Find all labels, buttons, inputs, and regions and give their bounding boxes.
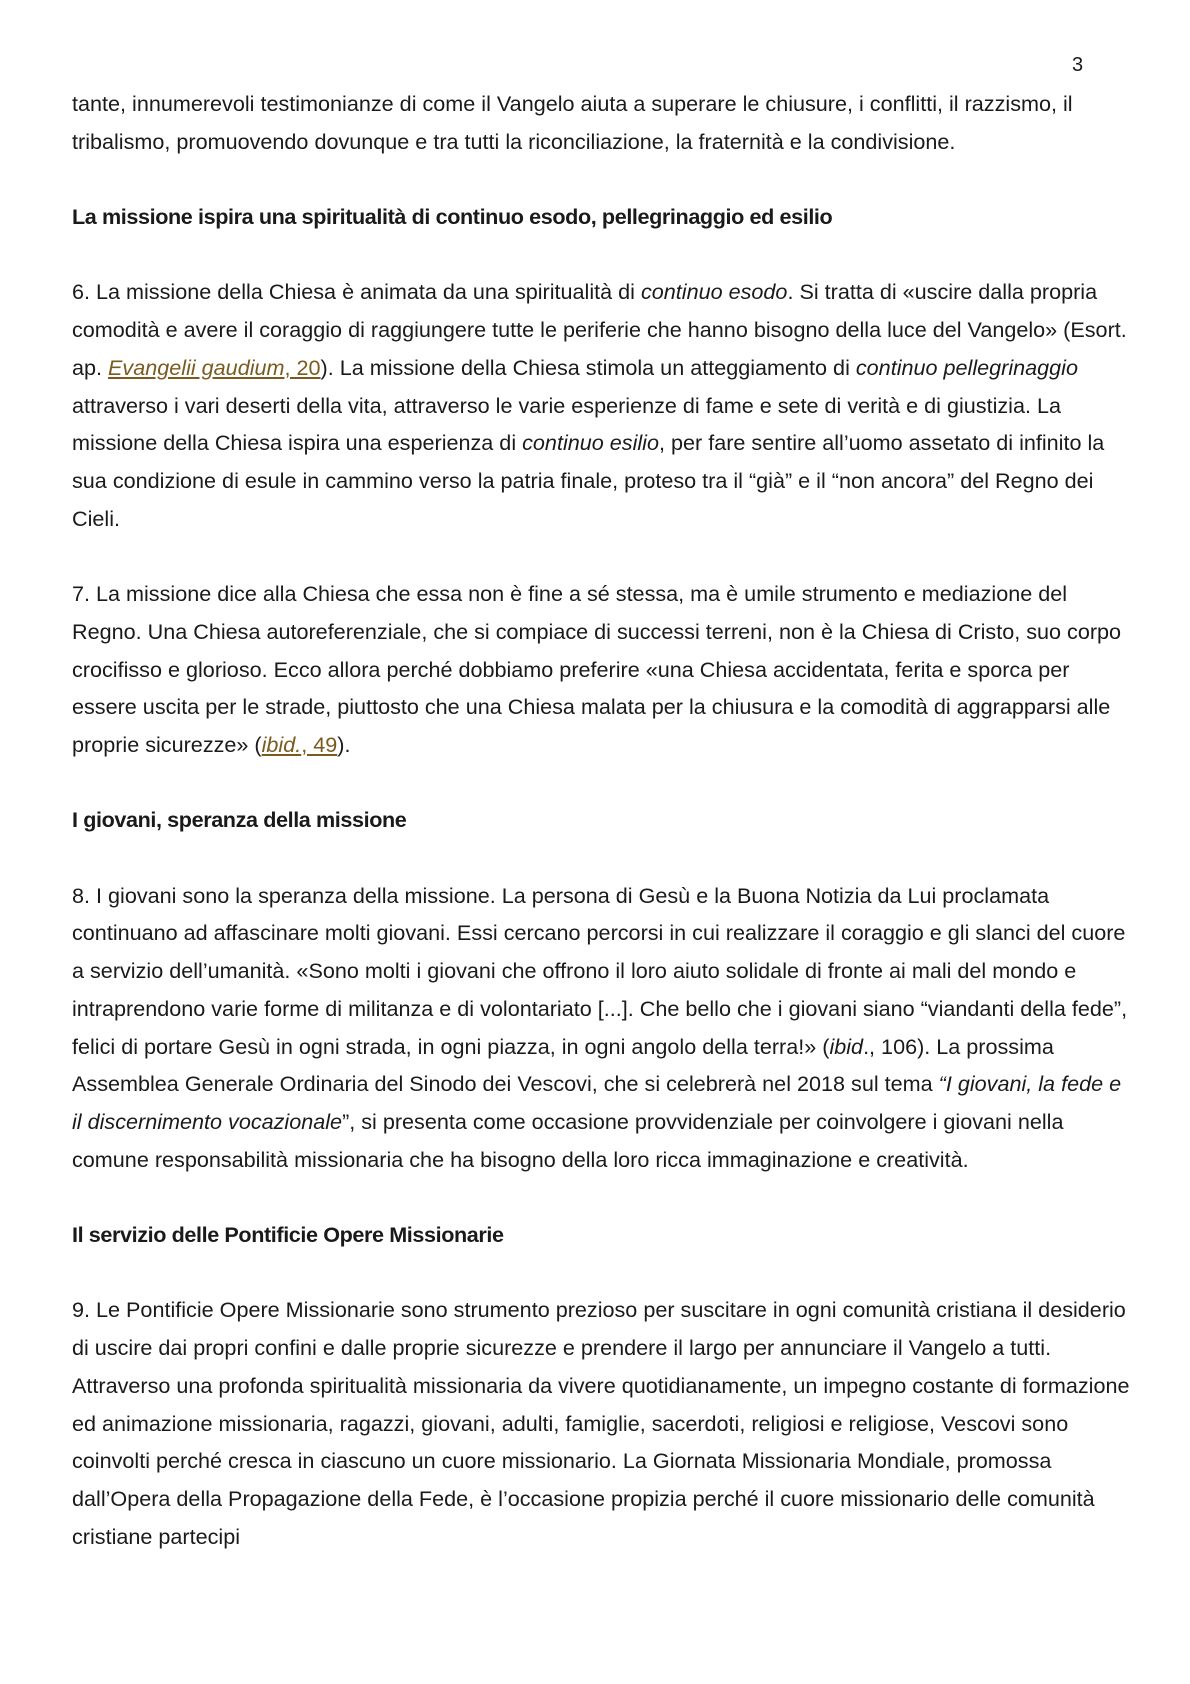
paragraph-6-text-a: 6. La missione della Chiesa è animata da una spiritualità di: [72, 279, 641, 305]
paragraph-8-text-e: ”, si presenta come occasione provvidenziale per coinvolgere i giovani nella comune responsabilità missionaria che ha bisogno della loro ricca immaginazione e creatività.: [72, 1108, 1064, 1172]
paragraph-6-italic-esilio: continuo esilio: [522, 430, 659, 456]
evangelii-gaudium-link-title: Evangelii gaudium: [108, 354, 285, 380]
section-heading-giovani: I giovani, speranza della missione: [72, 807, 407, 833]
page-number: 3: [1072, 54, 1084, 76]
paragraph-6-italic-pellegrinaggio: continuo pellegrinaggio: [855, 354, 1078, 380]
evangelii-gaudium-link[interactable]: [108, 355, 321, 380]
ibid-49-link[interactable]: [262, 732, 338, 757]
paragraph-6-italic-esodo: continuo esodo: [640, 279, 788, 305]
paragraph-7-text-a: 7. La missione dice alla Chiesa che essa non è fine a sé stessa, ma è umile strumento e mediazione del Regno. Una Chiesa autoreferenziale, che si compiace di successi terreni, non è la Chiesa di Cristo, suo corpo crocifisso e glorioso. Ecco allora perché dobbiamo preferire «una Chiesa accidentata, ferita e sporca per essere uscita per le strade, piuttosto che una Chiesa malata per la chiusura e la comodità di aggrapparsi alle proprie sicurezze» (: [72, 581, 1122, 757]
paragraph-6-text-c: . Si tratta di «uscire dalla propria comodità e avere il coraggio di raggiungere tutte le periferie che hanno bisogno della luce del Vangelo» (Esort. ap.: [72, 279, 1127, 380]
ibid-49-link-title: ibid.: [261, 731, 302, 757]
paragraph-8: [72, 877, 1132, 1179]
paragraph-8-text-a: 8. I giovani sono la speranza della missione. La persona di Gesù e la Buona Notizia da Lui proclamata continuano ad affascinare molti giovani. Essi cercano percorsi in cui realizzare il coraggio e gli slanci del cuore a servizio dell’umanità. «Sono molti i giovani che offrono il loro aiuto solidale di fronte ai mali del mondo e intraprendono varie forme di militanza e di volontariato [...]. Che bello che i giovani siano “viandanti della fede”, felici di portare Gesù in ogni strada, in ogni piazza, in ogni angolo della terra!» (: [72, 882, 1128, 1059]
paragraph-7-text-b: ).: [337, 731, 351, 757]
document-body: [72, 85, 1132, 1555]
evangelii-gaudium-link-ref: , 20: [284, 354, 321, 380]
paragraph-6-text-f: attraverso i vari deserti della vita, attraverso le varie esperienze di fame e sete di verità e di giustizia. La missione della Chiesa ispira una esperienza di: [72, 392, 1061, 456]
paragraph-8-text-c: ., 106). La prossima Assemblea Generale Ordinaria del Sinodo dei Vescovi, che si celebrerà nel 2018 sul tema: [72, 1033, 1054, 1097]
ibid-49-link-ref: , 49: [301, 731, 338, 757]
section-heading-pom: Il servizio delle Pontificie Opere Missionarie: [72, 1222, 504, 1247]
paragraph-6: [72, 273, 1132, 537]
paragraph-6-text-d: ). La missione della Chiesa stimola un atteggiamento di: [320, 354, 856, 380]
intro-paragraph: tante, innumerevoli testimonianze di come il Vangelo aiuta a superare le chiusure, i conflitti, il razzismo, il tribalismo, promuovendo dovunque e tra tutti la riconciliazione, la fraternità e la condivisione.: [72, 91, 1073, 154]
paragraph-8-italic-ibid: ibid: [829, 1033, 864, 1059]
paragraph-8-italic-sinodo-tema: “I giovani, la fede e il discernimento vocazionale: [72, 1071, 1122, 1134]
paragraph-6-text-h: , per fare sentire all’uomo assetato di infinito la sua condizione di esule in cammino verso la patria finale, proteso tra il “già” e il “non ancora” del Regno dei Cieli.: [72, 430, 1105, 531]
section-heading-exodus: La missione ispira una spiritualità di continuo esodo, pellegrinaggio ed esilio: [72, 204, 833, 230]
paragraph-9: 9. Le Pontificie Opere Missionarie sono strumento prezioso per suscitare in ogni comunità cristiana il desiderio di uscire dai propri confini e dalle proprie sicurezze e prendere il largo per annunciare il Vangelo a tutti. Attraverso una profonda spiritualità missionaria da vivere quotidianamente, un impegno costante di formazione ed animazione missionaria, ragazzi, giovani, adulti, famiglie, sacerdoti, religiosi e religiose, Vescovi sono coinvolti perché cresca in ciascuno un cuore missionario. La Giornata Missionaria Mondiale, promossa dall’Opera della Propagazione della Fede, è l’occasione propizia perché il cuore missionario delle comunità cristiane partecipi: [72, 1297, 1130, 1549]
paragraph-7: [72, 575, 1132, 764]
